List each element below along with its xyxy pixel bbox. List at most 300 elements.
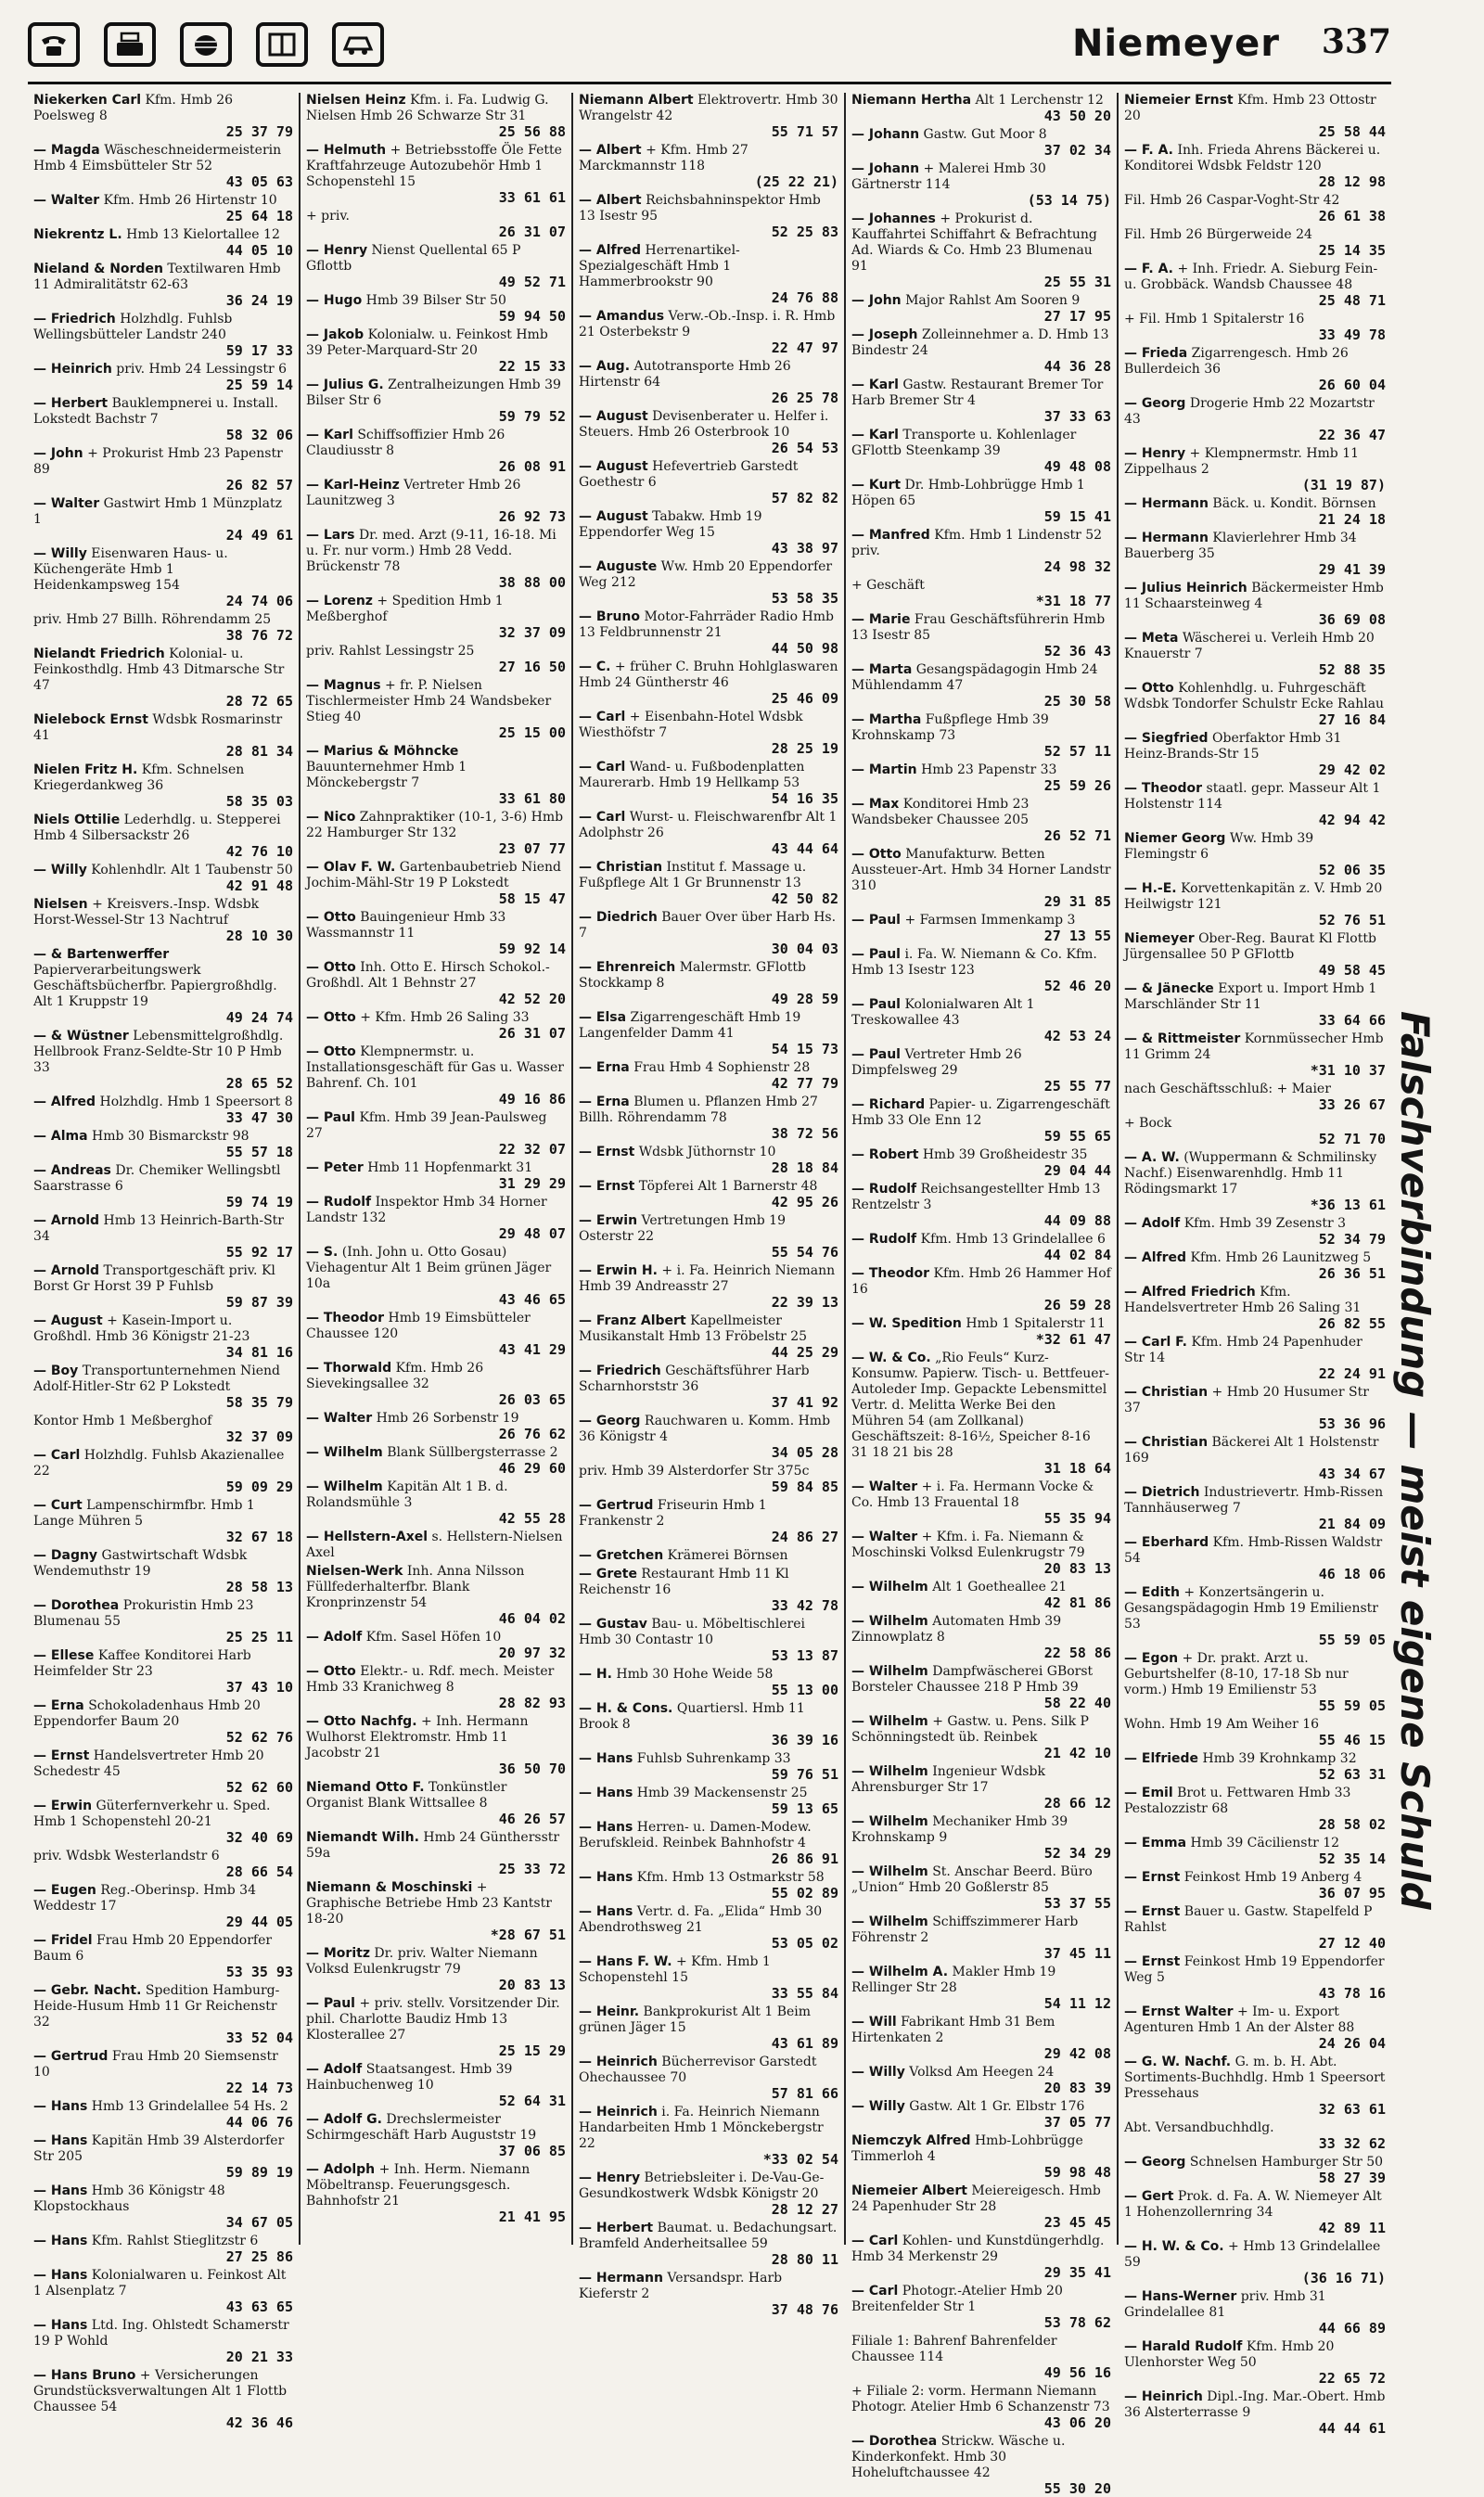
entry-name: — Eberhard <box>1124 1535 1209 1550</box>
entry-name: Niekerken Carl <box>33 93 142 108</box>
entry-details: + Kfm. Hmb 1 Schopenstehl 15 <box>579 1954 771 1985</box>
directory-entry <box>306 93 566 140</box>
entry-phone: 26 54 53 <box>771 440 838 456</box>
directory-entry <box>33 1498 293 1545</box>
entry-name: — Johann <box>851 127 920 142</box>
entry-details: Transportunternehmen Niend Adolf-Hitler-Str 62 P Lokstedt <box>33 1364 281 1394</box>
entry-phone: 26 31 07 <box>498 1025 566 1042</box>
entry-name: — Erna <box>33 1698 84 1713</box>
directory-entry <box>1124 1535 1386 1582</box>
directory-entry <box>579 559 838 607</box>
entry-details: Mechaniker Hmb 39 Krohnskamp 9 <box>851 1814 1068 1845</box>
entry-phone: 25 55 77 <box>1043 1078 1111 1095</box>
entry-details: Institut f. Massage u. Fußpflege Alt 1 Gr Brunnenstr 13 <box>579 860 807 890</box>
entry-name: Nieland & Norden <box>33 262 163 276</box>
directory-entry <box>33 1983 293 2046</box>
entry-name: — Hans <box>579 1751 633 1766</box>
entry-details: Ww. Hmb 20 Eppendorfer Weg 212 <box>579 559 833 590</box>
directory-entry <box>1124 1216 1386 1248</box>
directory-entry <box>851 797 1111 844</box>
directory-entry <box>306 910 566 957</box>
entry-details: Zentralheizungen Hmb 39 Bilser Str 6 <box>306 378 561 408</box>
directory-entry <box>33 647 293 710</box>
entry-name: Niemeier Albert <box>851 2183 967 2198</box>
entry-name: — & Wüstner <box>33 1029 129 1044</box>
directory-entry <box>1124 1435 1386 1482</box>
directory-entry <box>851 1232 1111 1263</box>
directory-entry <box>33 712 293 760</box>
directory-entry <box>306 1946 566 1993</box>
entry-details: priv. Wdsbk Westerlandstr 6 <box>33 1849 220 1863</box>
entry-name: — Gretchen <box>579 1548 664 1563</box>
entry-name: — Adolf <box>306 1630 363 1645</box>
entry-name: — Henry <box>1124 446 1186 461</box>
entry-details: „Rio Feuls“ Kurz-Konsumw. Papierw. Tisch- u. Bettfeuer- Autoleder Imp. Gepackte Lebensmittel Vertr. d. Melitta Werke Bei den Mühren 54 (am Zollkanal) Geschäftszeit: 8-16½, Speicher 8-16 31 18 21 bis 28 <box>851 1351 1109 1460</box>
entry-name: — Harald Rudolf <box>1124 2339 1243 2354</box>
entry-phone: 38 88 00 <box>498 574 566 591</box>
entry-name: — Willy <box>851 2065 905 2080</box>
entry-name: — F. A. <box>1124 143 1173 158</box>
entry-phone: 44 66 89 <box>1318 2320 1386 2337</box>
entry-phone: 24 76 88 <box>771 289 838 306</box>
entry-details: Automaten Hmb 39 Zinnowplatz 8 <box>851 1614 1062 1645</box>
entry-name: Niemeier Ernst <box>1124 93 1234 108</box>
entry-details: Reichsbahninspektor Hmb 13 Isestr 95 <box>579 193 821 224</box>
entry-name: — Wilhelm A. <box>851 1965 949 1979</box>
entry-phone: 33 61 61 <box>498 189 566 206</box>
entry-details: Fil. Hmb 26 Bürgerweide 24 <box>1124 227 1312 242</box>
directory-entry <box>1124 931 1386 979</box>
directory-entry <box>33 762 293 810</box>
entry-phone: 25 56 88 <box>498 123 566 140</box>
entry-phone: 27 12 40 <box>1318 1935 1386 1952</box>
entry-phone: 27 17 95 <box>1043 308 1111 325</box>
entry-phone: 52 06 35 <box>1318 862 1386 878</box>
directory-entry <box>306 1361 566 1408</box>
entry-phone: 58 35 03 <box>225 793 293 810</box>
entry-phone: 33 42 78 <box>771 1597 838 1614</box>
directory-entry <box>851 2384 1111 2431</box>
directory-entry <box>579 2170 838 2218</box>
entry-details: nach Geschäftsschluß: + Maier <box>1124 1082 1331 1096</box>
directory-entry <box>851 1614 1111 1661</box>
entry-details: Dr. Hmb-Lohbrügge Hmb 1 Höpen 65 <box>851 478 1085 508</box>
entry-name: — Walter <box>33 193 100 208</box>
entry-name: — Hans <box>33 2268 88 2283</box>
directory-entry <box>33 1598 293 1645</box>
entry-details: priv. Rahlst Lessingstr 25 <box>306 644 475 659</box>
entry-phone: 46 26 57 <box>498 1811 566 1827</box>
entry-details: Handelsvertreter Hmb 20 Schedestr 45 <box>33 1748 264 1779</box>
directory-entry <box>306 1245 566 1308</box>
directory-entry <box>306 1664 566 1711</box>
entry-name: — Richard <box>851 1097 926 1112</box>
directory-entry <box>579 860 838 907</box>
entry-name: — Gertrud <box>33 2049 109 2064</box>
directory-entry <box>33 1933 293 1980</box>
entry-phone: 24 74 06 <box>225 593 293 609</box>
entry-name: — Hans <box>33 2318 88 2333</box>
entry-phone: 29 48 07 <box>498 1225 566 1242</box>
entry-name: — Friedrich <box>33 312 116 327</box>
entry-details: Alt 1 Lerchenstr 12 <box>975 93 1104 108</box>
entry-name: Niemann Albert <box>579 93 694 108</box>
page-title: Niemeyer <box>1071 22 1280 65</box>
directory-entry <box>579 509 838 557</box>
entry-name: — Elfriede <box>1124 1751 1199 1766</box>
entry-phone: 55 71 57 <box>771 123 838 140</box>
entry-details: Strickw. Wäsche u. Kinderkonfekt. Hmb 30 Hoheluftchaussee 42 <box>851 2434 1066 2480</box>
entry-phone: 42 95 26 <box>771 1194 838 1210</box>
entry-name: — August <box>33 1313 103 1328</box>
entry-phone: 25 25 11 <box>225 1629 293 1645</box>
entry-phone: 27 16 50 <box>498 659 566 675</box>
entry-name: — W. Spedition <box>851 1316 962 1331</box>
entry-name: — Gustav <box>579 1617 647 1632</box>
directory-entry <box>851 712 1111 760</box>
entry-phone: 22 24 91 <box>1318 1365 1386 1382</box>
entry-phone: 49 58 45 <box>1318 962 1386 979</box>
entry-details: Vertretungen Hmb 19 Osterstr 22 <box>579 1213 786 1244</box>
header-rule <box>28 82 1391 84</box>
column-1 <box>28 93 301 2431</box>
entry-phone: 43 38 97 <box>771 540 838 557</box>
entry-name: — Carl <box>851 2284 899 2299</box>
entry-name: — Ellese <box>33 1648 95 1663</box>
entry-details: Kolonialw. u. Feinkost Hmb 39 Peter-Marquard-Str 20 <box>306 327 548 358</box>
directory-entry <box>579 1548 838 1564</box>
entry-phone: 52 71 70 <box>1318 1131 1386 1147</box>
entry-name: — Grete <box>579 1567 637 1581</box>
directory-entry <box>579 1179 838 1210</box>
entry-details: Baumat. u. Bedachungsart. Bramfeld Anderheitsallee 59 <box>579 2221 838 2251</box>
entry-phone: 55 54 76 <box>771 1244 838 1261</box>
entry-name: — Ernst <box>1124 1870 1181 1885</box>
entry-phone: 38 76 72 <box>225 627 293 644</box>
entry-phone: 55 57 18 <box>225 1144 293 1160</box>
directory-entry <box>1124 1870 1386 1902</box>
entry-name: — H. & Cons. <box>579 1701 673 1716</box>
entry-phone: 59 94 50 <box>498 308 566 325</box>
entry-phone: 25 33 72 <box>498 1861 566 1877</box>
entry-name: — H. <box>579 1667 612 1682</box>
entry-name: — Curt <box>33 1498 83 1513</box>
directory-entry <box>306 1780 566 1827</box>
directory-entry <box>851 1097 1111 1145</box>
directory-entry <box>33 2234 293 2265</box>
directory-entry <box>579 2271 838 2318</box>
entry-phone: 25 48 71 <box>1318 292 1386 309</box>
directory-entry <box>33 262 293 309</box>
directory-entry <box>851 1664 1111 1711</box>
directory-entry <box>33 2183 293 2231</box>
entry-details: Vertr. d. Fa. „Elida“ Hmb 30 Abendrothsweg 21 <box>579 1904 823 1935</box>
entry-details: Rauchwaren u. Komm. Hmb 36 Königstr 4 <box>579 1414 831 1444</box>
entry-phone: 43 06 20 <box>1043 2414 1111 2431</box>
entry-name: — Ernst Walter <box>1124 2004 1234 2019</box>
entry-details: Vertreter Hmb 26 Launitzweg 3 <box>306 478 521 508</box>
directory-entry <box>306 594 566 641</box>
directory-entry <box>1124 2055 1386 2118</box>
entry-name: — Rudolf <box>851 1232 917 1247</box>
directory-entry <box>306 678 566 741</box>
entry-phone: 52 64 31 <box>498 2093 566 2109</box>
entry-phone: 28 18 84 <box>771 1159 838 1176</box>
entry-phone: 58 32 06 <box>225 427 293 443</box>
entry-phone: 26 82 55 <box>1318 1315 1386 1332</box>
entry-details: + Bock <box>1124 1116 1172 1131</box>
entry-phone: 25 59 14 <box>225 377 293 393</box>
directory-entry <box>306 1010 566 1042</box>
entry-phone: 53 58 35 <box>771 590 838 607</box>
entry-phone: 55 30 20 <box>1043 2480 1111 2497</box>
entry-phone: 28 72 65 <box>225 693 293 710</box>
directory-entry <box>851 428 1111 475</box>
entry-name: — Joseph <box>851 327 918 342</box>
entry-phone: 25 59 26 <box>1043 777 1111 794</box>
entry-details: + Kfm. Hmb 26 Saling 33 <box>360 1010 530 1025</box>
directory-entry <box>1124 1751 1386 1783</box>
directory-entry <box>579 1464 838 1495</box>
entry-phone: 42 89 11 <box>1318 2220 1386 2236</box>
entry-details: Bauer u. Gastw. Stapelfeld P Rahlst <box>1124 1904 1373 1935</box>
directory-entry <box>851 1530 1111 1577</box>
directory-entry <box>851 1351 1111 1477</box>
directory-entry <box>306 810 566 857</box>
entry-details: Kfm. Handelsvertreter Hmb 26 Saling 31 <box>1124 1285 1362 1315</box>
entry-details: Wdsbk Rosmarinstr 41 <box>33 712 283 743</box>
entry-details: + priv. <box>306 209 351 224</box>
entry-details: + Dr. prakt. Arzt u. Geburtshelfer (8-10, 17-18 Sb nur vorm.) Hmb 19 Emilienstr 53 <box>1124 1651 1349 1697</box>
entry-details: + Kfm. Hmb 27 Marckmannstr 118 <box>579 143 748 173</box>
entry-phone: 42 55 28 <box>498 1510 566 1527</box>
entry-details: Hmb 30 Bismarckstr 98 <box>92 1129 249 1144</box>
entry-name: — & Jänecke <box>1124 981 1214 996</box>
directory-entry <box>306 744 566 807</box>
entry-name: — Heinrich <box>33 362 112 377</box>
entry-details: Kfm. Hmb 13 Grindelallee 6 <box>920 1232 1106 1247</box>
entry-details: Gastw. Restaurant Bremer Tor Harb Bremer Str 4 <box>851 378 1104 408</box>
entry-details: Bücherrevisor Garstedt Ohechaussee 70 <box>579 2055 817 2085</box>
entry-details: Bauingenieur Hmb 33 Wassmannstr 11 <box>306 910 506 941</box>
entry-details: Ingenieur Wdsbk Ahrensburger Str 17 <box>851 1764 1045 1795</box>
entry-name: Niemann Hertha <box>851 93 972 108</box>
entry-phone: 26 76 62 <box>498 1426 566 1442</box>
directory-entry <box>851 528 1111 575</box>
directory-entry <box>33 1364 293 1411</box>
entry-name: — S. <box>306 1245 339 1260</box>
entry-phone: 55 02 89 <box>771 1885 838 1902</box>
entry-details: Reichsangestellter Hmb 13 Rentzelstr 3 <box>851 1182 1101 1212</box>
directory-entry <box>851 612 1111 659</box>
entry-phone: 36 24 19 <box>225 292 293 309</box>
directory-entry <box>1124 2239 1386 2286</box>
entry-name: — Karl <box>306 428 353 442</box>
entry-details: Geschäftsführer Harb Scharnhorststr 36 <box>579 1364 810 1394</box>
directory-entry <box>33 2368 293 2431</box>
entry-details: Gastwirt Hmb 1 Münzplatz 1 <box>33 496 282 527</box>
directory-entry <box>306 1714 566 1777</box>
entry-phone: 22 36 47 <box>1318 427 1386 443</box>
entry-name: — Olav F. W. <box>306 860 396 875</box>
directory-entry <box>851 2234 1111 2281</box>
entry-phone: 26 86 91 <box>771 1850 838 1867</box>
entry-phone: 58 22 40 <box>1043 1695 1111 1711</box>
entry-phone: 20 21 33 <box>225 2349 293 2365</box>
entry-details: Konditorei Hmb 23 Wandsbeker Chaussee 205 <box>851 797 1030 827</box>
directory-entry <box>579 359 838 406</box>
entry-name: — August <box>579 459 648 474</box>
entry-name: Nielsen-Werk <box>306 1564 403 1579</box>
entry-details: + Kfm. i. Fa. Niemann & Moschinski Volksd Eulenkrugstr 79 <box>851 1530 1085 1560</box>
entry-details: Dipl.-Ing. Mar.-Obert. Hmb 36 Alsterterrasse 9 <box>1124 2389 1386 2420</box>
entry-name: — Carl <box>851 2234 899 2248</box>
entry-name: — Carl <box>579 810 626 825</box>
directory-entry <box>579 910 838 957</box>
entry-name: — Walter <box>306 1411 373 1426</box>
directory-entry <box>306 428 566 475</box>
entry-name: — Dietrich <box>1124 1485 1200 1500</box>
directory-entry <box>33 2268 293 2315</box>
entry-name: — Hugo <box>306 293 363 308</box>
entry-details: Zahnpraktiker (10-1, 3-6) Hmb 22 Hamburger Str 132 <box>306 810 564 840</box>
entry-details: Kfm. Hmb 26 Launitzweg 5 <box>1190 1250 1372 1265</box>
entry-details: Filiale 1: Bahrenf Bahrenfelder Chaussee 114 <box>851 2334 1057 2364</box>
page-number: 337 <box>1321 22 1391 61</box>
entry-name: — Erna <box>579 1095 630 1109</box>
entry-name: — Moritz <box>306 1946 370 1961</box>
entry-phone: 46 29 60 <box>498 1460 566 1477</box>
entry-name: — Ernst <box>579 1145 635 1159</box>
entry-phone: 49 16 86 <box>498 1091 566 1108</box>
entry-details: Hmb 30 Hohe Weide 58 <box>616 1667 774 1682</box>
entry-phone: 32 37 09 <box>498 624 566 641</box>
entry-details: + Kreisvers.-Insp. Wdsbk Horst-Wessel-Str 13 Nachtruf <box>33 897 260 928</box>
entry-phone: 54 15 73 <box>771 1041 838 1057</box>
entry-phone: 21 84 09 <box>1318 1516 1386 1532</box>
entry-details: Schokoladenhaus Hmb 20 Eppendorfer Baum 20 <box>33 1698 261 1729</box>
entry-details: i. Fa. Heinrich Niemann Handarbeiten Hmb 1 Mönckebergstr 22 <box>579 2105 824 2151</box>
directory-entry <box>851 997 1111 1044</box>
entry-phone: 59 09 29 <box>225 1479 293 1495</box>
entry-details: Frau Hmb 20 Eppendorfer Baum 6 <box>33 1933 273 1964</box>
entry-phone: 27 25 86 <box>225 2248 293 2265</box>
entry-details: Gastw. Gut Moor 8 <box>923 127 1047 142</box>
directory-entry <box>1124 1335 1386 1382</box>
entry-phone: *32 61 47 <box>1035 1331 1111 1348</box>
entry-details: Hefevertrieb Garstedt Goethestr 6 <box>579 459 799 490</box>
entry-phone: 37 41 92 <box>771 1394 838 1411</box>
entry-details: Wohn. Hmb 19 Am Weiher 16 <box>1124 1717 1320 1732</box>
directory-entry <box>851 1316 1111 1348</box>
entry-phone: 59 15 41 <box>1043 508 1111 525</box>
entry-phone: 36 39 16 <box>771 1732 838 1748</box>
directory-entry <box>1124 2004 1386 2052</box>
entry-name: — August <box>579 409 648 424</box>
entry-phone: 28 10 30 <box>225 928 293 944</box>
entry-phone: 55 13 00 <box>771 1682 838 1698</box>
entry-name: — Hans Bruno <box>33 2368 136 2383</box>
entry-phone: 52 57 11 <box>1043 743 1111 760</box>
directory-entry <box>306 528 566 591</box>
directory-entry <box>579 1060 838 1092</box>
entry-name: — Otto <box>1124 681 1174 696</box>
entry-name: — Paul <box>851 1047 901 1062</box>
entry-details: Staatsangest. Hmb 39 Hainbuchenweg 10 <box>306 2062 513 2093</box>
entry-phone: 43 41 29 <box>498 1341 566 1358</box>
entry-details: Kapellmeister Musikanstalt Hmb 13 Fröbelstr 25 <box>579 1313 808 1344</box>
entry-details: staatl. gepr. Masseur Alt 1 Holstenstr 114 <box>1124 781 1381 812</box>
directory-entry <box>1124 312 1386 343</box>
directory-entry <box>1124 681 1386 728</box>
side-notice <box>1392 1011 1465 2068</box>
entry-phone: 32 67 18 <box>225 1529 293 1545</box>
entry-phone: 25 58 44 <box>1318 123 1386 140</box>
directory-entry <box>33 1129 293 1160</box>
entry-details: Alt 1 Goetheallee 21 <box>932 1580 1068 1594</box>
entry-name: — Martha <box>851 712 922 727</box>
entry-name: — Robert <box>851 1147 919 1162</box>
entry-phone: 46 18 06 <box>1318 1566 1386 1582</box>
directory-entry <box>33 496 293 544</box>
directory-entry <box>306 1630 566 1661</box>
directory-entry <box>1124 1031 1386 1079</box>
entry-name: — Dagny <box>33 1548 98 1563</box>
directory-entry <box>579 93 838 140</box>
entry-name: — Erwin H. <box>579 1263 658 1278</box>
entry-phone: 27 16 84 <box>1318 711 1386 728</box>
entry-phone: 37 33 63 <box>1043 408 1111 425</box>
entry-details: Betriebsleiter i. De-Vau-Ge-Gesundkostwerk Wdsbk Königstr 20 <box>579 2170 825 2201</box>
directory-entry <box>579 1414 838 1461</box>
entry-phone: 52 88 35 <box>1318 661 1386 678</box>
directory-entry <box>33 1648 293 1696</box>
directory-entry <box>33 546 293 609</box>
entry-details: Kfm. Sasel Höfen 10 <box>365 1630 502 1645</box>
entry-name: — Johannes <box>851 211 936 226</box>
entry-phone: 53 35 93 <box>225 1964 293 1980</box>
entry-phone: 44 02 84 <box>1043 1247 1111 1263</box>
directory-entry <box>579 1145 838 1176</box>
entry-details: Hmb 26 Sorbenstr 19 <box>376 1411 519 1426</box>
entry-details: Ww. Hmb 39 Flemingstr 6 <box>1124 831 1314 862</box>
directory-entry <box>1124 2389 1386 2437</box>
entry-phone: 53 13 87 <box>771 1647 838 1664</box>
directory-entry <box>1124 2189 1386 2236</box>
entry-details: Dr. priv. Walter Niemann Volksd Eulenkrugstr 79 <box>306 1946 538 1977</box>
entry-details: Wdsbk Jüthornstr 10 <box>638 1145 776 1159</box>
entry-details: Dr. Chemiker Wellingsbtl Saarstrasse 6 <box>33 1163 281 1194</box>
entry-name: — Erna <box>579 1060 630 1075</box>
directory-entry <box>579 1667 838 1698</box>
directory-entry <box>579 1870 838 1902</box>
directory-columns <box>28 93 1391 2497</box>
entry-details: Zigarrengesch. Hmb 26 Bullerdeich 36 <box>1124 346 1349 377</box>
directory-entry <box>1124 2289 1386 2337</box>
entry-details: Reg.-Oberinsp. Hmb 34 Weddestr 17 <box>33 1883 256 1914</box>
entry-name: — Ernst <box>33 1748 90 1763</box>
entry-details: G. m. b. H. Abt. Sortiments-Buchhdlg. Hmb 1 Speersort Pressehaus <box>1124 2055 1386 2101</box>
entry-phone: 55 46 15 <box>1318 1732 1386 1748</box>
entry-details: Kolonialwaren u. Feinkost Alt 1 Alsenplatz 7 <box>33 2268 287 2299</box>
directory-entry <box>1124 581 1386 628</box>
directory-entry <box>851 478 1111 525</box>
directory-entry <box>851 1182 1111 1229</box>
entry-details: Kfm. Schnelsen Kriegerdankweg 36 <box>33 762 245 793</box>
directory-entry <box>306 960 566 1007</box>
entry-name: — Wilhelm <box>851 1764 928 1779</box>
entry-name: — Eugen <box>33 1883 96 1898</box>
